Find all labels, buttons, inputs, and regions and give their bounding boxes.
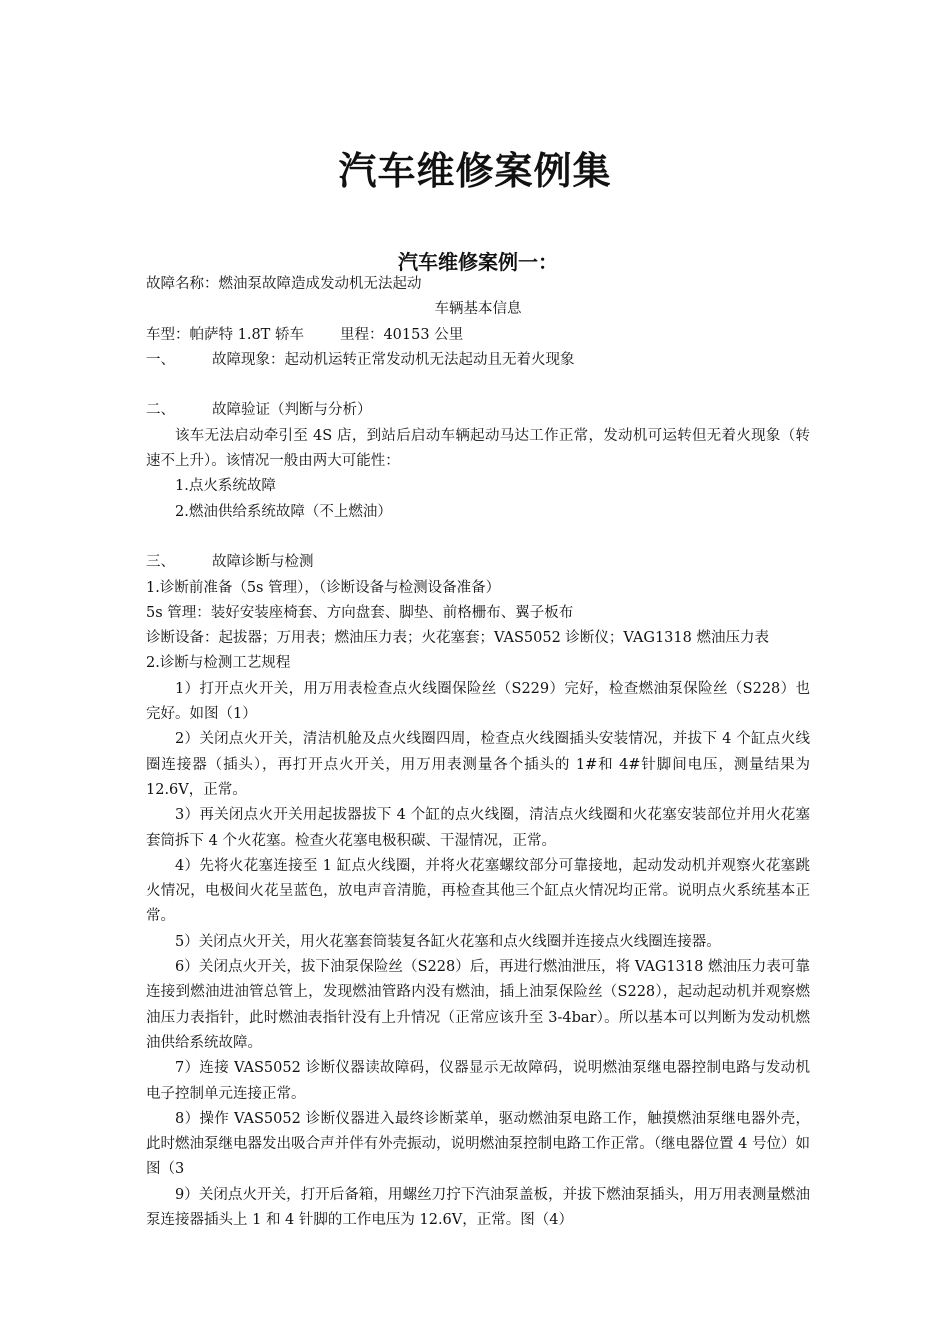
prep-heading: 1.诊断前准备（5s 管理），（诊断设备与检测设备准备） [146,579,501,596]
step-4: 4）先将火花塞连接至 1 缸点火线圈，并将火花塞螺纹部分可靠接地，起动发动机并观察火花塞跳火情况，电极间火花呈蓝色，放电声音清脆，再检查其他三个缸点火情况均正常。说明点火系统基本正常。 [146,857,810,925]
vehicle-info-heading: 车辆基本信息 [434,301,522,318]
mileage: 里程：40153 公里 [339,326,464,343]
procedure-heading: 2.诊断与检测工艺规程 [146,655,291,672]
section-2-text: 故障验证（判断与分析） [212,402,372,419]
section-2-number: 二、 [146,402,175,419]
prep-5s: 5s 管理：装好安装座椅套、方向盘套、脚垫、前格栅布、翼子板布 [146,604,574,621]
step-5: 5）关闭点火开关，用火花塞套筒装复各缸火花塞和点火线圈并连接点火线圈连接器。 [175,933,721,950]
vehicle-model: 车型：帕萨特 1.8T 轿车 [146,326,304,343]
step-3: 3）再关闭点火开关用起拔器拔下 4 个缸的点火线圈，清洁点火线圈和火花塞安装部位并用火花塞套筒拆下 4 个火花塞。检查火花塞电极积碳、干湿情况，正常。 [146,807,810,849]
step-2: 2）关闭点火开关，清洁机舱及点火线圈四周，检查点火线圈插头安装情况，并拔下 4 个缸点火线圈连接器（插头），再打开点火开关，用万用表测量各个插头的 1#和 4#针脚间电压，测量结果为 12.6V，正常。 [146,731,810,798]
step-9: 9）关闭点火开关，打开后备箱，用螺丝刀拧下汽油泵盖板，并拔下燃油泵插头，用万用表测量燃油泵连接器插头上 1 和 4 针脚的工作电压为 12.6V，正常。图（4） [146,1186,810,1228]
possibility-2: 2.燃油供给系统故障（不上燃油） [175,503,392,520]
section-3-number: 三、 [146,554,175,571]
section-1-heading [146,348,810,373]
blank-line [146,525,810,550]
step-8: 8）操作 VAS5052 诊断仪器进入最终诊断菜单，驱动燃油泵电路工作，触摸燃油泵继电器外壳，此时燃油泵继电器发出吸合声并伴有外壳振动，说明燃油泵控制电路工作正常。（继电器位置 4 号位）如图（3 [146,1110,810,1178]
vehicle-info-row [146,323,810,348]
step-1: 1）打开点火开关，用万用表检查点火线圈保险丝（S229）完好，检查燃油泵保险丝（S228）也完好。如图（1） [146,680,810,723]
section-2-heading [146,398,810,423]
section-3-heading [146,550,810,575]
fault-name: 故障名称：燃油泵故障造成发动机无法起动 [146,276,422,292]
section-3-text: 故障诊断与检测 [212,554,314,571]
body-text [146,272,810,1233]
section-1-number: 一、 [146,351,175,368]
section-2-paragraph: 该车无法启动牵引至 4S 店，到站后启动车辆起动马达工作正常，发动机可运转但无着火现象（转速不上升）。该情况一般由两大可能性： [146,427,810,470]
step-6: 6）关闭点火开关，拔下油泵保险丝（S228）后，再进行燃油泄压，将 VAG1318 燃油压力表可靠连接到燃油进油管总管上，发现燃油管路内没有燃油，插上油泵保险丝（S228），起动起动机并观察燃油压力表指针，此时燃油表指针没有上升情况（正常应该升至 3-4bar）。所以基本可以判断为发动机燃油供给系统故障。 [146,959,810,1051]
prep-equipment: 诊断设备：起拔器；万用表；燃油压力表；火花塞套；VAS5052 诊断仪；VAG1318 燃油压力表 [146,630,769,647]
step-7: 7）连接 VAS5052 诊断仪器读故障码，仪器显示无故障码，说明燃油泵继电器控制电路与发动机电子控制单元连接正常。 [146,1060,810,1102]
case-title: 汽车维修案例一： [398,250,558,274]
section-1-text: 故障现象：起动机运转正常发动机无法起动且无着火现象 [212,351,575,368]
blank-line [146,373,810,398]
possibility-1: 1.点火系统故障 [175,478,276,495]
document-title: 汽车维修案例集 [338,149,612,193]
